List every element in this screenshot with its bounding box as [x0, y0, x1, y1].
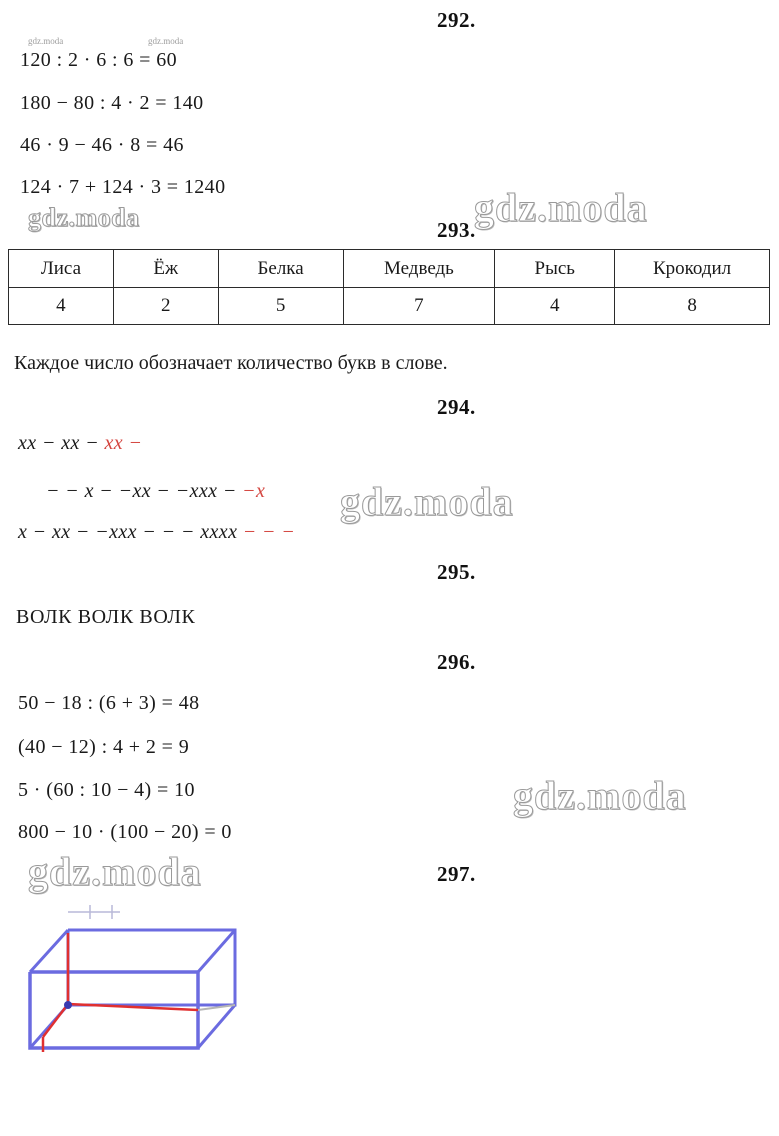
- ex293-note: Каждое число обозначает количество букв в слове.: [14, 352, 448, 374]
- ex296-line-3: 5 · (60 : 10 − 4) = 10: [18, 779, 195, 801]
- exercise-number-296: 296.: [437, 650, 476, 674]
- table-header-cell: Белка: [218, 250, 343, 288]
- prism-vertex-dot: [64, 1001, 72, 1009]
- table-value-cell: 2: [113, 288, 218, 325]
- watermark-top-right: gdz.moda: [474, 185, 648, 230]
- animals-letter-count-table: [8, 249, 770, 325]
- ex292-line-2: 180 − 80 : 4 · 2 = 140: [20, 92, 204, 114]
- prism-back-edges: [68, 930, 235, 1005]
- ex294-line-3: [18, 521, 295, 544]
- exercise-number-295: 295.: [437, 560, 476, 584]
- ex292-line-1: 120 : 2 · 6 : 6 = 60: [20, 49, 178, 71]
- ex294-line-2-black: − − x − −xx − −xxx −: [46, 480, 243, 502]
- table-row-headers: [9, 250, 770, 288]
- ex294-line-1-black: xx − xx −: [18, 432, 105, 454]
- ex295-answer: ВОЛК ВОЛК ВОЛК: [16, 606, 196, 628]
- exercise-number-293: 293.: [437, 218, 476, 242]
- table-header-cell: Рысь: [495, 250, 615, 288]
- table-row-values: [9, 288, 770, 325]
- exercise-number-292: 292.: [437, 8, 476, 32]
- exercise-number-297: 297.: [437, 862, 476, 886]
- table-value-cell: 4: [9, 288, 114, 325]
- ex292-line-4: 124 · 7 + 124 · 3 = 1240: [20, 176, 226, 198]
- watermark-ex294: gdz.moda: [340, 479, 514, 524]
- ex294-line-2-red: −x: [242, 480, 266, 502]
- ex296-line-4: 800 − 10 · (100 − 20) = 0: [18, 821, 232, 843]
- ex292-line-3: 46 · 9 − 46 · 8 = 46: [20, 134, 184, 156]
- table-value-cell: 5: [218, 288, 343, 325]
- ex294-line-3-black: x − xx − −xxx − − − xxxx: [18, 521, 243, 543]
- watermark-tiny-1: gdz.moda: [28, 36, 64, 46]
- table-header-cell: Ёж: [113, 250, 218, 288]
- table-header-cell: Медведь: [343, 250, 495, 288]
- table-header-cell: Лиса: [9, 250, 114, 288]
- ex297-figure: [20, 900, 320, 1080]
- watermark-ex296: gdz.moda: [513, 773, 687, 818]
- prism-red-marks: [43, 933, 198, 1052]
- table-value-cell: 8: [615, 288, 770, 325]
- table-header-cell: Крокодил: [615, 250, 770, 288]
- ex294-line-2: [46, 480, 265, 503]
- ex294-line-1: [18, 432, 142, 455]
- ex296-line-1: 50 − 18 : (6 + 3) = 48: [18, 692, 200, 714]
- prism-connect-edges: [30, 930, 235, 1048]
- watermark-tiny-2: gdz.moda: [148, 36, 184, 46]
- watermark-ex292: gdz.moda: [28, 203, 140, 232]
- ex296-line-2: (40 − 12) : 4 + 2 = 9: [18, 736, 190, 758]
- exercise-number-294: 294.: [437, 395, 476, 419]
- watermark-bottom-left: gdz.moda: [28, 849, 202, 894]
- ex294-line-3-red: − − −: [242, 521, 296, 543]
- measure-ticks: [68, 905, 120, 919]
- table-value-cell: 4: [495, 288, 615, 325]
- table-value-cell: 7: [343, 288, 495, 325]
- ex294-line-1-red: xx −: [104, 432, 143, 454]
- rectangular-prism-icon: [20, 900, 320, 1080]
